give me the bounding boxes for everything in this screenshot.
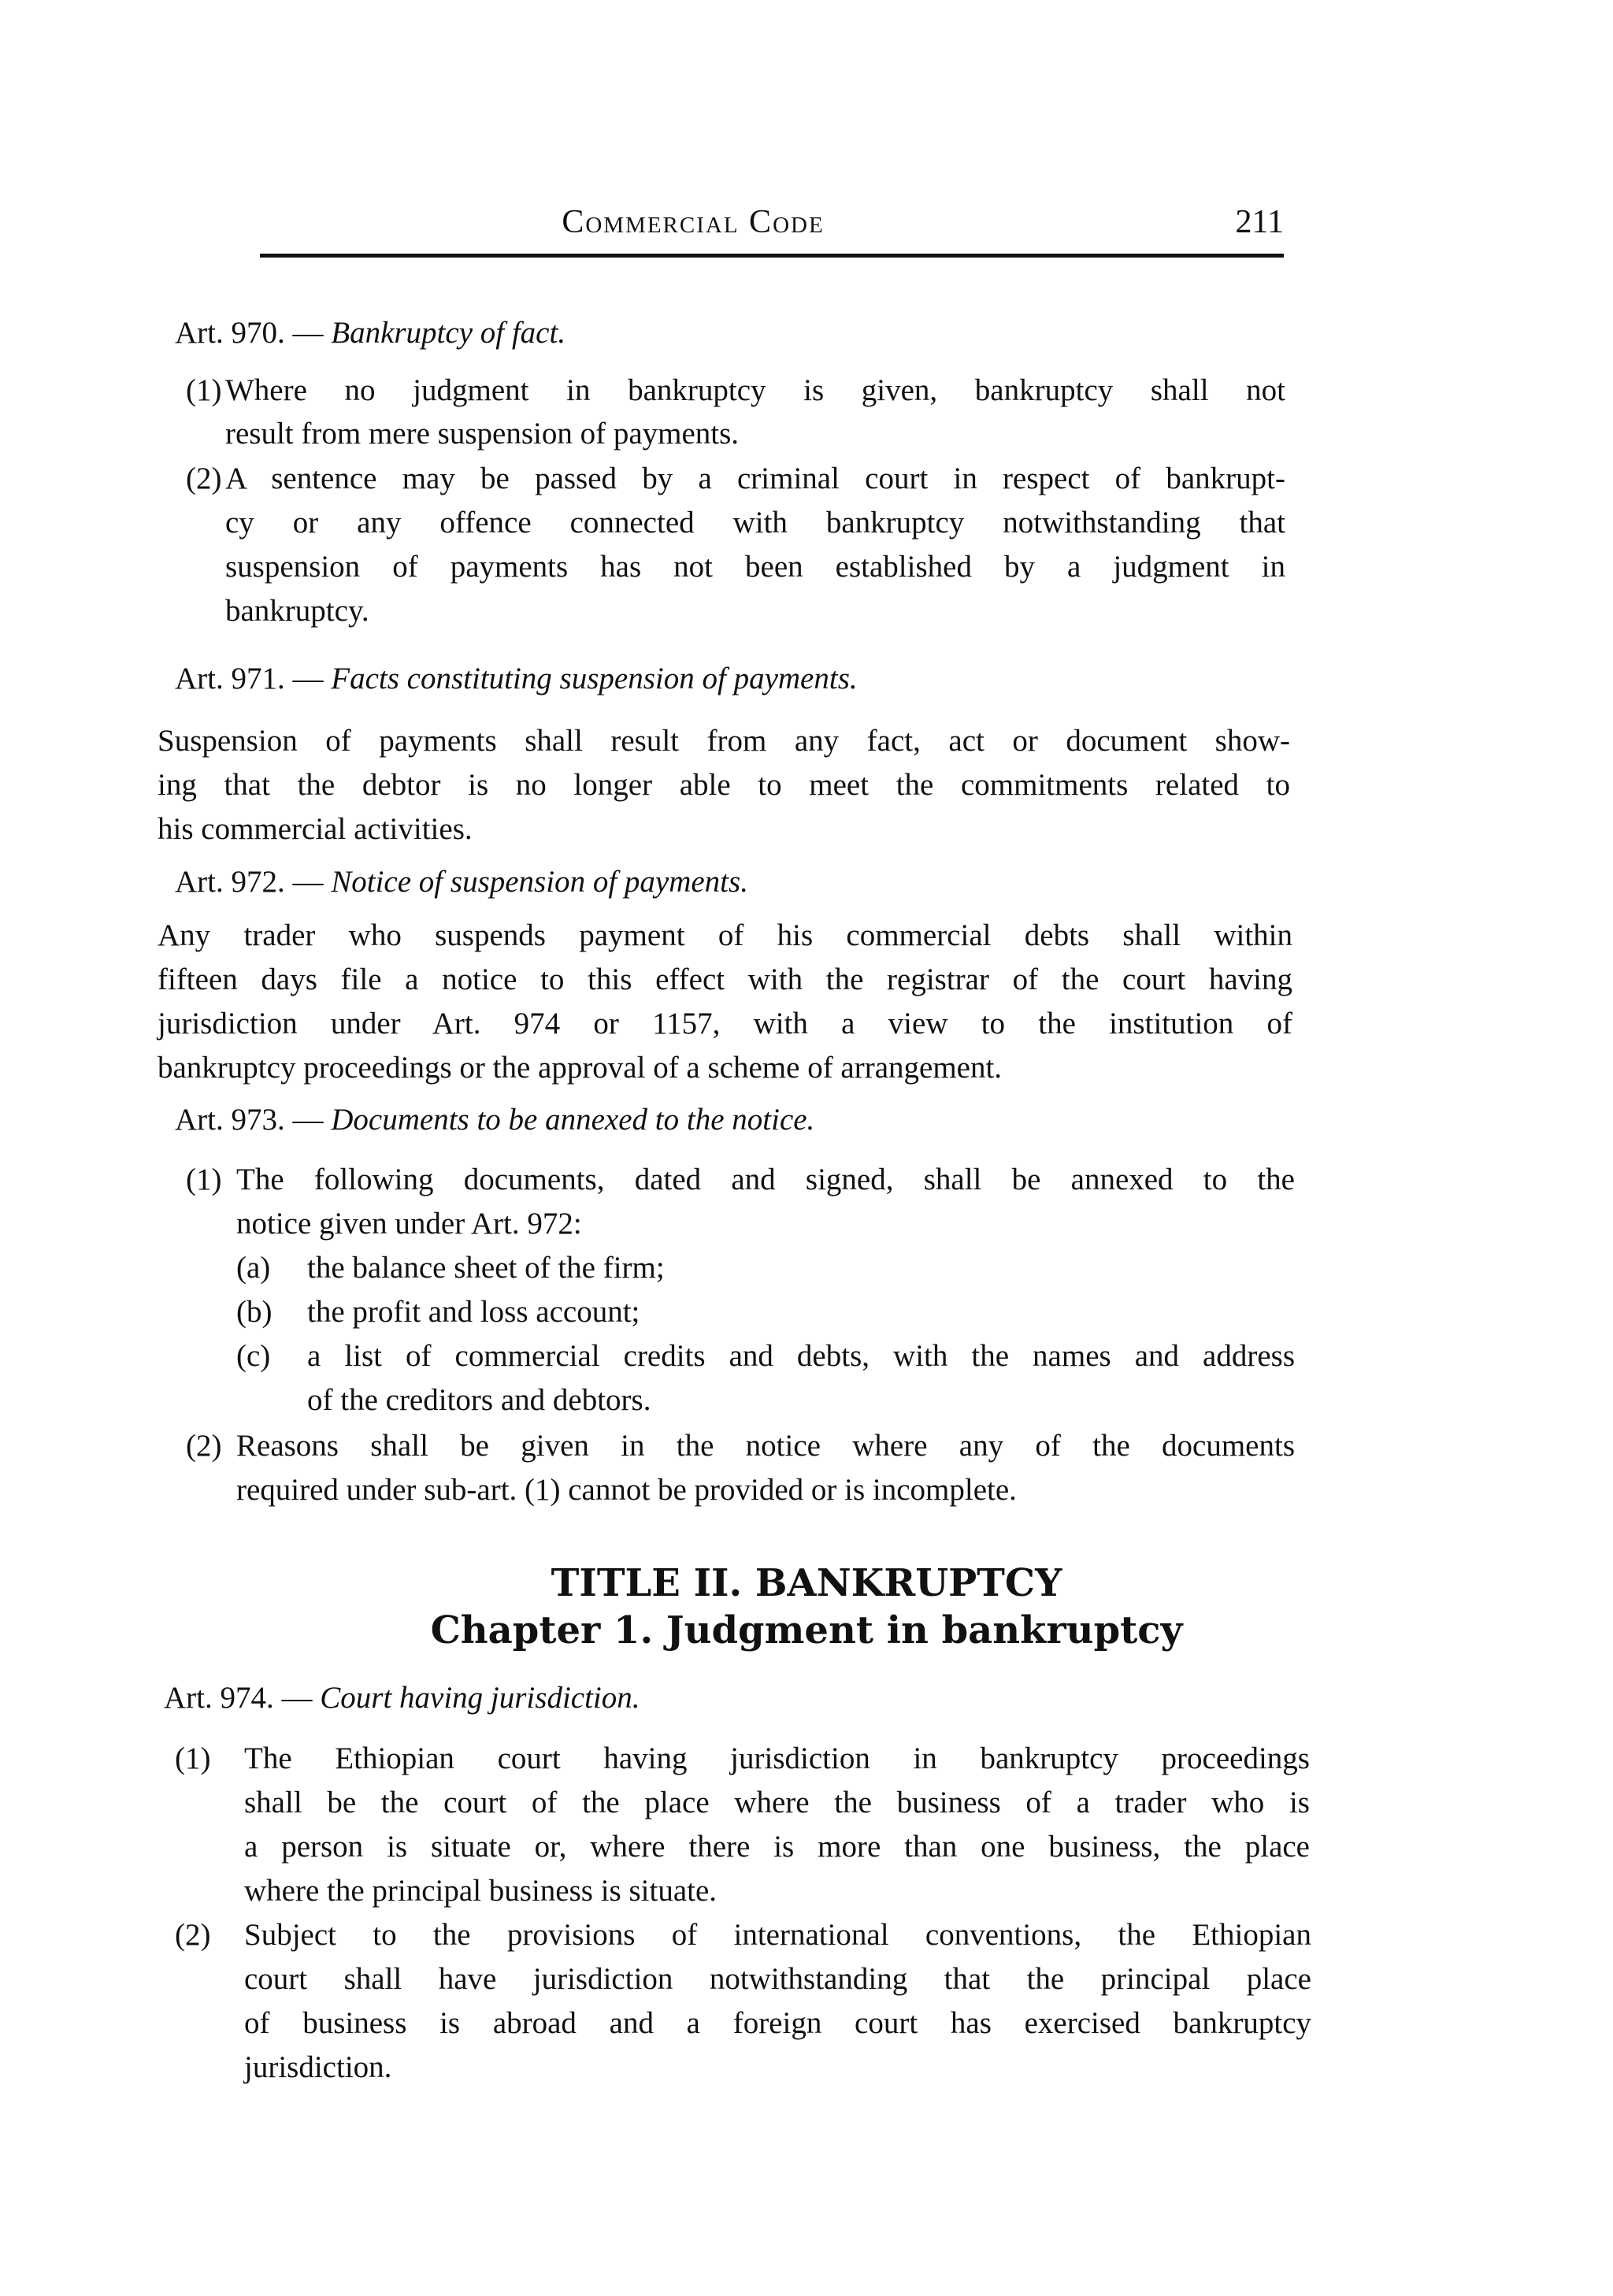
article-971-label: Art. 971. — [175, 662, 324, 695]
article-972-line-4: bankruptcy proceedings or the approval of a scheme of arrangement. [158, 1051, 1003, 1085]
article-972-heading [175, 864, 748, 900]
article-974-para-2-number: (2) [175, 1918, 211, 1952]
article-974-para-1-line-3: a person is situate or, where there is more than one business, the place [244, 1830, 1310, 1864]
article-974-label: Art. 974. — [164, 1681, 313, 1715]
article-973-heading [175, 1102, 814, 1138]
article-974-para-1-number: (1) [175, 1741, 211, 1775]
article-974-heading [164, 1680, 640, 1716]
article-973-item-c-number: (c) [236, 1339, 271, 1373]
article-971-title: Facts constituting suspension of payments. [331, 662, 858, 695]
running-head [260, 203, 1284, 250]
running-title: Commercial Code [562, 204, 825, 240]
article-973-item-b-number: (b) [236, 1295, 273, 1329]
article-970-label: Art. 970. — [175, 316, 324, 350]
chapter-heading: Chapter 1. Judgment in bankruptcy [430, 1608, 1183, 1652]
article-973-label: Art. 973. — [175, 1103, 324, 1137]
article-970-para-2-line-3: suspension of payments has not been established by a judgment in [225, 550, 1285, 584]
article-973-para-2-number: (2) [186, 1429, 222, 1463]
article-971-line-3: his commercial activities. [158, 812, 473, 846]
article-973-para-2-line-2: required under sub-art. (1) cannot be provided or is incomplete. [236, 1473, 1017, 1507]
header-rule [260, 254, 1284, 258]
article-972-title: Notice of suspension of payments. [331, 865, 748, 899]
article-973-para-1-line-2: notice given under Art. 972: [236, 1207, 582, 1241]
article-973-para-1-number: (1) [186, 1163, 222, 1196]
article-971-heading [175, 661, 858, 697]
article-973-item-b-text: the profit and loss account; [307, 1295, 640, 1329]
article-970-para-1-number: (1) [186, 373, 222, 407]
article-974-para-2-line-2: court shall have jurisdiction notwithstanding that the principal place [244, 1962, 1311, 1996]
article-972-line-2: fifteen days file a notice to this effect with the registrar of the court having [158, 963, 1292, 996]
article-974-para-2-line-4: jurisdiction. [244, 2050, 392, 2084]
article-972-label: Art. 972. — [175, 865, 324, 899]
article-970-para-2-line-4: bankruptcy. [225, 594, 369, 628]
article-970-para-1-line-1: Where no judgment in bankruptcy is given, bankruptcy shall not [225, 373, 1285, 407]
article-974-para-1-line-1: The Ethiopian court having jurisdiction in bankruptcy proceedings [244, 1741, 1310, 1775]
article-970-title: Bankruptcy of fact. [331, 316, 566, 350]
article-970-para-2-line-1: A sentence may be passed by a criminal court in respect of bankrupt- [225, 462, 1285, 495]
article-970-heading [175, 315, 565, 351]
article-973-title: Documents to be annexed to the notice. [331, 1103, 815, 1137]
article-973-para-1-line-1: The following documents, dated and signed, shall be annexed to the [236, 1163, 1295, 1196]
title-heading: TITLE II. BANKRUPTCY [551, 1561, 1062, 1605]
article-973-item-a-number: (a) [236, 1251, 271, 1285]
article-973-para-2-line-1: Reasons shall be given in the notice where any of the documents [236, 1429, 1295, 1463]
article-974-title: Court having jurisdiction. [320, 1681, 640, 1715]
article-974-para-1-line-4: where the principal business is situate. [244, 1874, 718, 1908]
article-973-item-c-line-1: a list of commercial credits and debts, with the names and address [307, 1339, 1295, 1373]
article-971-line-1: Suspension of payments shall result from any fact, act or document show- [158, 724, 1290, 758]
article-970-para-2-line-2: cy or any offence connected with bankruptcy notwithstanding that [225, 506, 1285, 540]
article-970-para-1-line-2: result from mere suspension of payments. [225, 417, 740, 451]
article-971-line-2: ing that the debtor is no longer able to meet the commitments related to [158, 768, 1290, 802]
page-number: 211 [1235, 204, 1284, 240]
article-972-line-1: Any trader who suspends payment of his commercial debts shall within [158, 918, 1292, 952]
article-974-para-2-line-3: of business is abroad and a foreign court has exercised bankruptcy [244, 2006, 1311, 2040]
article-973-item-a-text: the balance sheet of the firm; [307, 1251, 665, 1285]
article-970-para-2-number: (2) [186, 462, 222, 495]
article-972-line-3: jurisdiction under Art. 974 or 1157, with a view to the institution of [158, 1007, 1292, 1040]
article-974-para-2-line-1: Subject to the provisions of international conventions, the Ethiopian [244, 1918, 1311, 1952]
article-974-para-1-line-2: shall be the court of the place where the business of a trader who is [244, 1786, 1310, 1819]
article-973-item-c-line-2: of the creditors and debtors. [307, 1383, 651, 1417]
